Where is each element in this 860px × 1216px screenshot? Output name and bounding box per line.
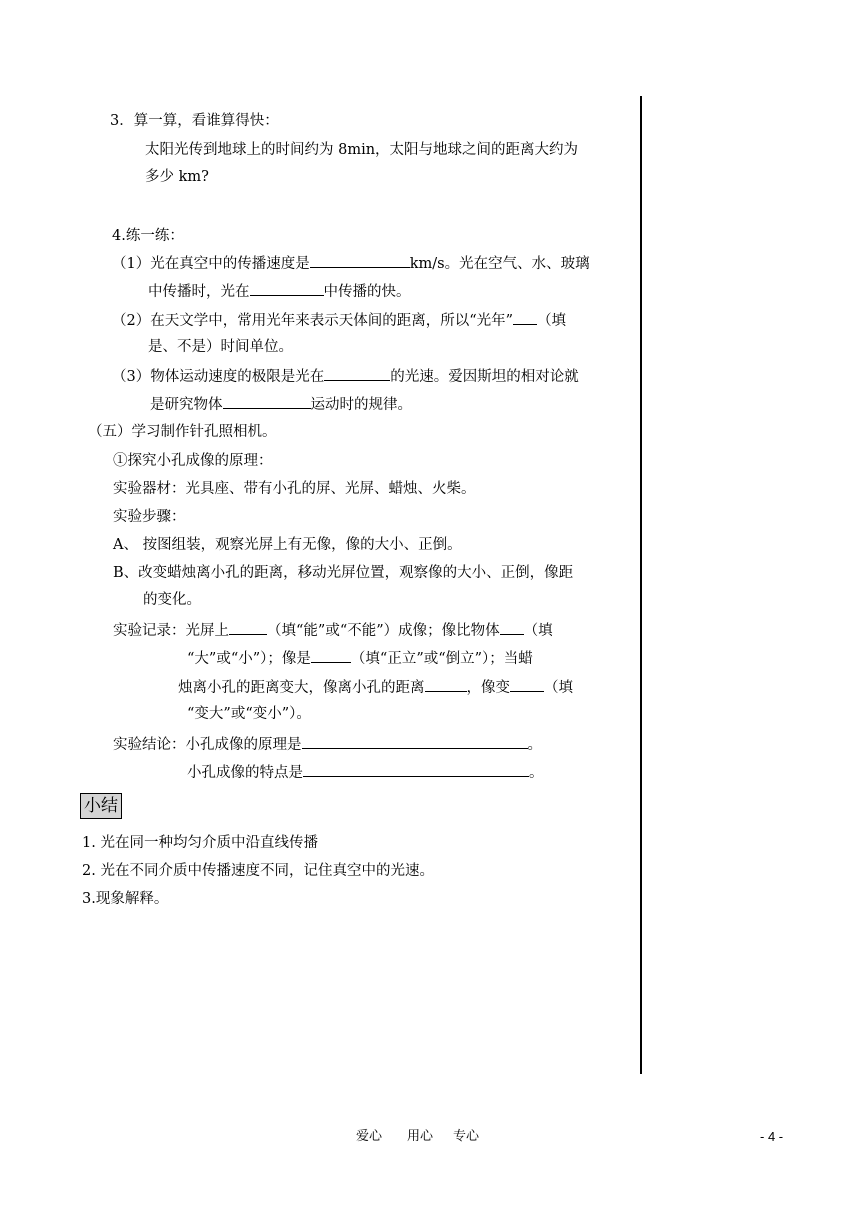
s5-sub: ①探究小孔成像的原理： bbox=[113, 453, 273, 469]
q4-p1-a: （1）光在真空中的传播速度是 bbox=[112, 256, 310, 272]
q4-p3-d: 运动时的规律。 bbox=[310, 397, 412, 413]
summary-item-1: 1. 光在同一种均匀介质中沿直线传播 bbox=[82, 835, 318, 851]
summary-item-3: 3.现象解释。 bbox=[82, 891, 169, 907]
answer-blank[interactable] bbox=[500, 619, 524, 635]
q4-p1-line1 bbox=[112, 252, 590, 274]
s5-rec3-b: ，像变 bbox=[466, 680, 510, 696]
answer-blank[interactable] bbox=[311, 647, 351, 663]
answer-blank[interactable] bbox=[510, 676, 544, 692]
q4-p1-b: km/s。光在空气、水、玻璃 bbox=[409, 256, 590, 272]
footer-word-2: 用心 bbox=[407, 1129, 434, 1144]
s5-step-b2: 的变化。 bbox=[143, 592, 201, 608]
s5-record-line2 bbox=[187, 647, 533, 669]
s5-rec1-a: 实验记录：光屏上 bbox=[113, 623, 229, 639]
q4-p2-b: （填 bbox=[537, 313, 567, 329]
s5-rec1-b: （填“能”或“不能”）成像；像比物体 bbox=[267, 623, 500, 639]
s5-step-b1: B、改变蜡烛离小孔的距离，移动光屏位置，观察像的大小、正倒，像距 bbox=[113, 565, 574, 581]
s5-equipment: 实验器材：光具座、带有小孔的屏、光屏、蜡烛、火柴。 bbox=[113, 481, 476, 497]
s5-record-line1 bbox=[113, 619, 553, 641]
q4-p3-line1 bbox=[112, 365, 579, 387]
s5-conclusion-line2 bbox=[187, 761, 544, 783]
s5-record-line3 bbox=[178, 676, 573, 698]
s5-rec3-a: 烛离小孔的距离变大，像离小孔的距离 bbox=[178, 680, 425, 696]
footer-word-1: 爱心 bbox=[356, 1129, 383, 1144]
q4-p1-line2 bbox=[148, 280, 411, 302]
answer-blank[interactable] bbox=[324, 365, 390, 381]
s5-rec2-b: （填“正立”或“倒立”）；当蜡 bbox=[350, 651, 533, 667]
q4-p3-a: （3）物体运动速度的极限是光在 bbox=[112, 369, 325, 385]
answer-blank[interactable] bbox=[223, 393, 311, 409]
answer-blank[interactable] bbox=[250, 280, 324, 296]
s5-conclusion-line1 bbox=[113, 733, 542, 755]
s5-con1-a: 实验结论：小孔成像的原理是 bbox=[113, 737, 302, 753]
q4-p1-c: 中传播时，光在 bbox=[148, 284, 250, 300]
page-number: - 4 - bbox=[760, 1129, 784, 1144]
column-divider bbox=[640, 96, 642, 1074]
s5-record-line4: “变大”或“变小”）。 bbox=[187, 706, 311, 722]
q4-title: 4.练一练： bbox=[112, 228, 184, 244]
summary-heading: 小结 bbox=[80, 793, 122, 819]
answer-blank[interactable] bbox=[310, 252, 410, 268]
s5-title: （五）学习制作针孔照相机。 bbox=[88, 424, 277, 440]
s5-con2-a: 小孔成像的特点是 bbox=[187, 765, 303, 781]
q4-p3-b: 的光速。爱因斯坦的相对论就 bbox=[390, 369, 579, 385]
answer-blank[interactable] bbox=[302, 733, 528, 749]
s5-con2-b: 。 bbox=[529, 765, 544, 781]
s5-rec2-a: “大”或“小”）；像是 bbox=[187, 651, 311, 667]
q4-p3-line2 bbox=[150, 393, 412, 415]
summary-item-2: 2. 光在不同介质中传播速度不同，记住真空中的光速。 bbox=[82, 863, 434, 879]
q4-p2-a: （2）在天文学中，常用光年来表示天体间的距离，所以“光年” bbox=[112, 313, 514, 329]
q4-p2-line1 bbox=[112, 309, 566, 331]
s5-rec3-c: （填 bbox=[544, 680, 573, 696]
q3-title: 3．算一算，看谁算得快： bbox=[110, 113, 279, 129]
answer-blank[interactable] bbox=[229, 619, 267, 635]
footer-word-3: 专心 bbox=[453, 1129, 480, 1144]
answer-blank[interactable] bbox=[513, 309, 537, 325]
s5-rec1-c: （填 bbox=[523, 623, 553, 639]
q3-line2: 多少 km? bbox=[145, 169, 209, 185]
answer-blank[interactable] bbox=[303, 761, 529, 777]
s5-steps-label: 实验步骤： bbox=[113, 509, 186, 525]
q4-p2-line2: 是、不是）时间单位。 bbox=[148, 339, 293, 355]
s5-step-a: A、 按图组装，观察光屏上有无像，像的大小、正倒。 bbox=[113, 537, 462, 553]
q4-p3-c: 是研究物体 bbox=[150, 397, 223, 413]
q4-p1-d: 中传播的快。 bbox=[323, 284, 411, 300]
answer-blank[interactable] bbox=[425, 676, 467, 692]
s5-con1-b: 。 bbox=[527, 737, 542, 753]
q3-line1: 太阳光传到地球上的时间约为 8min，太阳与地球之间的距离大约为 bbox=[145, 142, 579, 158]
